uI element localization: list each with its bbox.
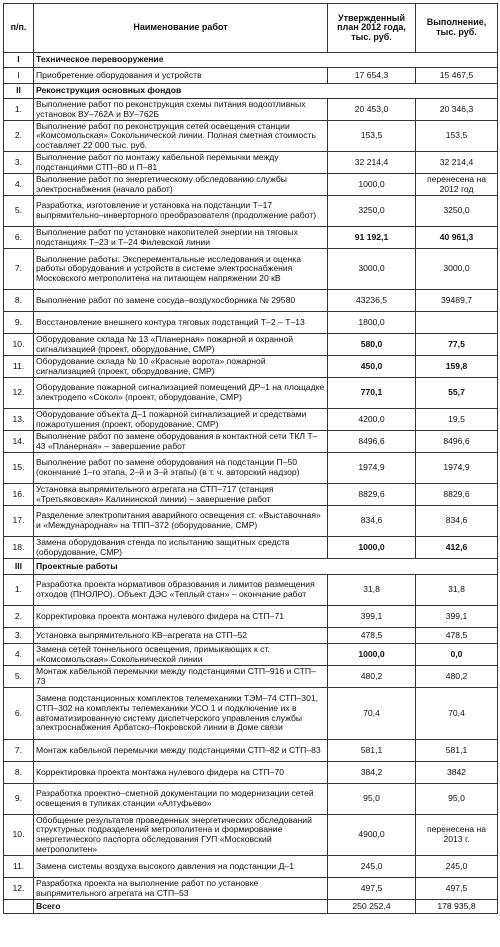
work-name: Разработка проекта на выполнение работ по установке выпрямительного агрегата на СТП–53 xyxy=(34,878,328,900)
plan-value: 770,1 xyxy=(328,378,416,409)
row-number: II xyxy=(4,84,34,99)
total-row xyxy=(4,900,498,914)
row-number: 14. xyxy=(4,431,34,453)
header-name: Наименование работ xyxy=(34,4,328,53)
work-name: Разработка, изготовление и установка на подстанции Т–17 выпрямительно–инверторного преобразователя (продолжение работ) xyxy=(34,196,328,227)
row-number: 8. xyxy=(4,762,34,784)
row-number: 8. xyxy=(4,290,34,312)
work-name: Выполнение работ по замене оборудования на подстанции П–50 (окончание 1–го этапа, 2–й и 3–й этапы) (в т. ч. авторский надзор) xyxy=(34,453,328,484)
plan-value: 1000,0 xyxy=(328,537,416,559)
done-value: 581,1 xyxy=(416,740,498,762)
row-number: I xyxy=(4,53,34,68)
row-number: 11. xyxy=(4,356,34,378)
done-value: 39489,7 xyxy=(416,290,498,312)
plan-value: 450,0 xyxy=(328,356,416,378)
table-row xyxy=(4,453,498,484)
done-value: 159,8 xyxy=(416,356,498,378)
plan-value: 70,4 xyxy=(328,688,416,740)
done-value: 1974,9 xyxy=(416,453,498,484)
row-number: 16. xyxy=(4,484,34,506)
work-name: Выполнение работ по реконструкция схемы питания водоотливных установок ВУ–762А и ВУ–762Б xyxy=(34,99,328,121)
work-name: Всего xyxy=(34,900,328,914)
row-number: 5. xyxy=(4,666,34,688)
row-number: 15. xyxy=(4,453,34,484)
row-number: 9. xyxy=(4,312,34,334)
plan-value: 834,6 xyxy=(328,506,416,537)
table-row xyxy=(4,537,498,559)
work-name: Восстановление внешнего контура тяговых подстанций Т–2 – Т–13 xyxy=(34,312,328,334)
section-title: Техническое перевооружение xyxy=(34,53,498,68)
done-value: перенесена на 2013 г. xyxy=(416,815,498,856)
plan-value: 384,2 xyxy=(328,762,416,784)
work-name: Выполнение работ по энергетическому обследованию службы электроснабжения (начало работ) xyxy=(34,174,328,196)
row-number: I xyxy=(4,68,34,84)
work-name: Монтаж кабельной перемычки между подстанциями СТП–916 и СТП–73 xyxy=(34,666,328,688)
row-number: 7. xyxy=(4,249,34,290)
table-row xyxy=(4,431,498,453)
table-row xyxy=(4,290,498,312)
table-row xyxy=(4,227,498,249)
done-value: 8829,6 xyxy=(416,484,498,506)
plan-value: 153,5 xyxy=(328,121,416,152)
document xyxy=(3,3,497,914)
row-number: 6. xyxy=(4,227,34,249)
done-value: 55,7 xyxy=(416,378,498,409)
plan-value: 399,1 xyxy=(328,606,416,628)
table-row xyxy=(4,378,498,409)
section-row xyxy=(4,53,498,68)
plan-value: 1800,0 xyxy=(328,312,416,334)
work-name: Замена сетей тоннельного освещения, примыкающих к ст. «Комсомольская» Сокольнической линии xyxy=(34,644,328,666)
work-name: Оборудование склада № 10 «Красные ворота» пожарной сигнализацией (проект, оборудование, СМР) xyxy=(34,356,328,378)
work-name: Разделение электропитания аварийного освещения ст. «Выставочная» и «Международная» на ТПП–372 (оборудование, СМР) xyxy=(34,506,328,537)
table-row xyxy=(4,606,498,628)
works-table xyxy=(3,3,498,914)
row-number: 18. xyxy=(4,537,34,559)
section-title: Проектные работы xyxy=(34,559,498,575)
row-number: 4. xyxy=(4,174,34,196)
done-value: 32 214,4 xyxy=(416,152,498,174)
table-row xyxy=(4,575,498,606)
work-name: Установка выпрямительного КВ–агрегата на СТП–52 xyxy=(34,628,328,644)
plan-value: 497,5 xyxy=(328,878,416,900)
table-row xyxy=(4,249,498,290)
plan-value: 31,8 xyxy=(328,575,416,606)
work-name: Оборудование объекта Д–1 пожарной сигнализацией и средствами пожаротушения (проект, оборудование, СМР) xyxy=(34,409,328,431)
table-row xyxy=(4,121,498,152)
row-number: 6. xyxy=(4,688,34,740)
table-row xyxy=(4,644,498,666)
done-value: 497,5 xyxy=(416,878,498,900)
plan-value: 95,0 xyxy=(328,784,416,815)
table-row xyxy=(4,815,498,856)
table-row xyxy=(4,356,498,378)
work-name: Замена системы воздуха высокого давления на подстанции Д–1 xyxy=(34,856,328,878)
work-name: Корректировка проекта монтажа нулевого фидера на СТП–71 xyxy=(34,606,328,628)
work-name: Обобщение результатов проведенных энергетических обследований структурных подразделений метрополитена и формирование энергетического паспорта обследования ГУП «Московский метрополитен» xyxy=(34,815,328,856)
plan-value: 1000,0 xyxy=(328,174,416,196)
plan-value: 8829,6 xyxy=(328,484,416,506)
work-name: Замена оборудования стенда по испытанию защитных средств (оборудование, СМР) xyxy=(34,537,328,559)
table-row xyxy=(4,196,498,227)
done-value: 0,0 xyxy=(416,644,498,666)
plan-value: 8496,6 xyxy=(328,431,416,453)
row-number: 7. xyxy=(4,740,34,762)
plan-value: 1974,9 xyxy=(328,453,416,484)
table-row xyxy=(4,666,498,688)
work-name: Оборудование пожарной сигнализацией помещений ДР–1 на площадке электродепо «Сокол» (проект, оборудование, СМР) xyxy=(34,378,328,409)
table-body xyxy=(4,53,498,914)
work-name: Приобретение оборудования и устройств xyxy=(34,68,328,84)
work-name: Выполнение работ по замене оборудования в контактной сети ТКЛ Т–43 «Планерная» – завершение работ xyxy=(34,431,328,453)
work-name: Установка выпрямительного агрегата на СТП–717 (станция «Третьяковская» Калининской линии) – завершение работ xyxy=(34,484,328,506)
table-row xyxy=(4,484,498,506)
done-value: 399,1 xyxy=(416,606,498,628)
plan-value: 4200,0 xyxy=(328,409,416,431)
plan-value: 1000,0 xyxy=(328,644,416,666)
row-number: 2. xyxy=(4,606,34,628)
section-title: Реконструкция основных фондов xyxy=(34,84,498,99)
plan-value: 580,0 xyxy=(328,334,416,356)
header-plan: Утвержденный план 2012 года, тыс. руб. xyxy=(328,4,416,53)
header-done: Выполнение, тыс. руб. xyxy=(416,4,498,53)
row-number: III xyxy=(4,559,34,575)
done-value: 19,5 xyxy=(416,409,498,431)
row-number: 1. xyxy=(4,99,34,121)
table-row xyxy=(4,312,498,334)
done-value: 3000,0 xyxy=(416,249,498,290)
table-row xyxy=(4,334,498,356)
work-name: Оборудование склада № 13 «Планерная» пожарной и охранной сигнализацией (проект, оборудование, СМР) xyxy=(34,334,328,356)
plan-value: 4900,0 xyxy=(328,815,416,856)
done-value: 40 961,3 xyxy=(416,227,498,249)
row-number: 1. xyxy=(4,575,34,606)
row-number: 5. xyxy=(4,196,34,227)
plan-value: 581,1 xyxy=(328,740,416,762)
table-row xyxy=(4,68,498,84)
plan-value: 17 654,3 xyxy=(328,68,416,84)
plan-value: 3250,0 xyxy=(328,196,416,227)
plan-value: 478,5 xyxy=(328,628,416,644)
table-row xyxy=(4,409,498,431)
plan-value: 43236,5 xyxy=(328,290,416,312)
work-name: Разработка проектно–сметной документации по модернизации сетей освещения в тупиках станции «Алтуфьево» xyxy=(34,784,328,815)
row-number: 2. xyxy=(4,121,34,152)
work-name: Монтаж кабельной перемычки между подстанциями СТП–82 и СТП–83 xyxy=(34,740,328,762)
done-value: 31,8 xyxy=(416,575,498,606)
table-row xyxy=(4,174,498,196)
done-value: 834,6 xyxy=(416,506,498,537)
plan-value: 480,2 xyxy=(328,666,416,688)
plan-value: 250 252,4 xyxy=(328,900,416,914)
done-value: 153,5 xyxy=(416,121,498,152)
work-name: Корректировка проекта монтажа нулевого фидера на СТП–70 xyxy=(34,762,328,784)
work-name: Разработка проекта нормативов образования и лимитов размещения отходов (ПНОЛРО). Объект ДЭС «Теплый стан» – окончание работ xyxy=(34,575,328,606)
done-value: 3250,0 xyxy=(416,196,498,227)
row-number: 3. xyxy=(4,628,34,644)
table-header-row xyxy=(4,4,498,53)
table-row xyxy=(4,152,498,174)
table-row xyxy=(4,99,498,121)
done-value: 178 935,8 xyxy=(416,900,498,914)
row-number: 9. xyxy=(4,784,34,815)
row-number: 13. xyxy=(4,409,34,431)
work-name: Выполнение работы: Эксперементальные исследования и оценка работы оборудования и устройств в системе электроснабжения Московского метрополитена на питающем напряжении 20 кВ xyxy=(34,249,328,290)
done-value: перенесена на 2012 год xyxy=(416,174,498,196)
row-number: 12. xyxy=(4,878,34,900)
work-name: Выполнение работ по установке накопителей энергии на тяговых подстанциях Т–23 и Т–24 Филевской линии xyxy=(34,227,328,249)
plan-value: 91 192,1 xyxy=(328,227,416,249)
table-row xyxy=(4,740,498,762)
table-row xyxy=(4,856,498,878)
section-row xyxy=(4,559,498,575)
done-value: 15 467,5 xyxy=(416,68,498,84)
row-number: 11. xyxy=(4,856,34,878)
row-number: 10. xyxy=(4,815,34,856)
table-row xyxy=(4,784,498,815)
plan-value: 245,0 xyxy=(328,856,416,878)
work-name: Замена подстанционных комплектов телемеханики ТЭМ–74 СТП–301, СТП–302 на комплекты телемеханики УСО 1 и подключение их в автоматизированную систему диспетчерского управления службы электроснабжения Арбатско–Покровской линии в Доме связи xyxy=(34,688,328,740)
done-value: 70,4 xyxy=(416,688,498,740)
row-number xyxy=(4,900,34,914)
done-value: 3842 xyxy=(416,762,498,784)
work-name: Выполнение работ по замене сосуда–воздухосборника № 29580 xyxy=(34,290,328,312)
table-row xyxy=(4,878,498,900)
done-value: 412,6 xyxy=(416,537,498,559)
plan-value: 20 453,0 xyxy=(328,99,416,121)
plan-value: 32 214,4 xyxy=(328,152,416,174)
row-number: 4. xyxy=(4,644,34,666)
table-row xyxy=(4,628,498,644)
table-row xyxy=(4,688,498,740)
row-number: 12. xyxy=(4,378,34,409)
table-row xyxy=(4,506,498,537)
section-row xyxy=(4,84,498,99)
row-number: 3. xyxy=(4,152,34,174)
done-value: 480,2 xyxy=(416,666,498,688)
plan-value: 3000,0 xyxy=(328,249,416,290)
done-value: 245,0 xyxy=(416,856,498,878)
done-value: 478,5 xyxy=(416,628,498,644)
row-number: 17. xyxy=(4,506,34,537)
done-value: 77,5 xyxy=(416,334,498,356)
done-value: 8496,6 xyxy=(416,431,498,453)
done-value: 95,0 xyxy=(416,784,498,815)
row-number: 10. xyxy=(4,334,34,356)
done-value xyxy=(416,312,498,334)
work-name: Выполнение работ по реконструкция сетей освещения станции «Комсомольская» Сокольнической линии. Полная сметная стоимость составляет 22 000 тыс. руб. xyxy=(34,121,328,152)
done-value: 20 346,3 xyxy=(416,99,498,121)
work-name: Выполнение работ по монтажу кабельной перемычки между подстанциями СТП–80 и П–81 xyxy=(34,152,328,174)
header-num: п/п. xyxy=(4,4,34,53)
table-row xyxy=(4,762,498,784)
